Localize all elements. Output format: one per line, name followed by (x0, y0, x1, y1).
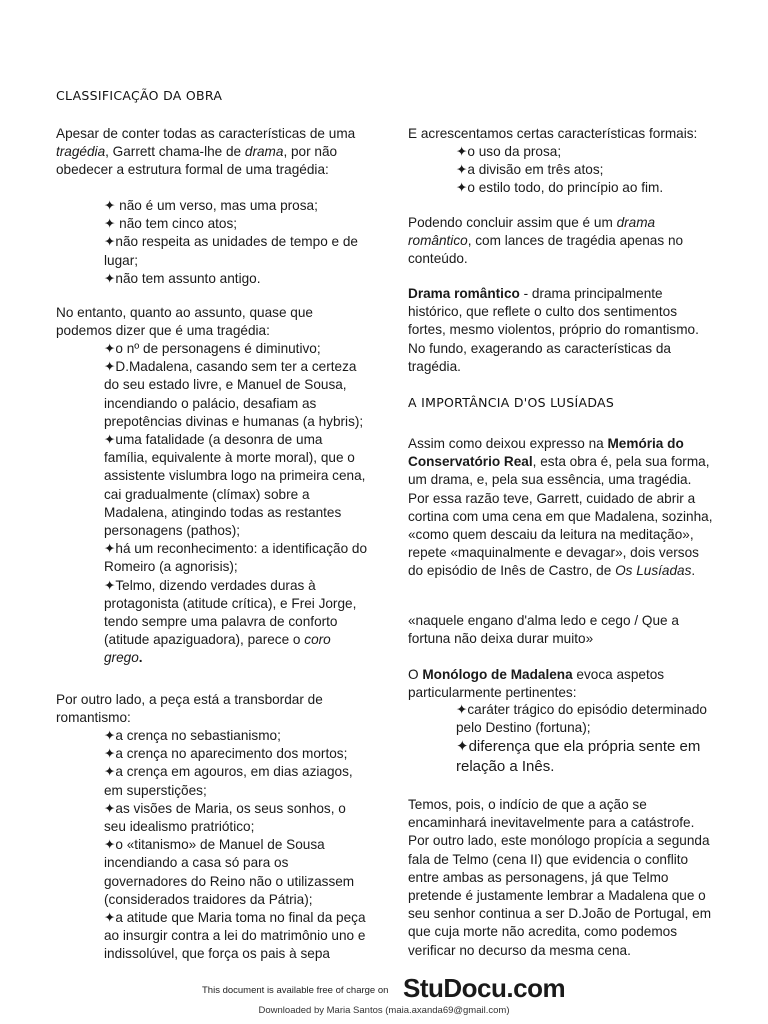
list-item: ✦Telmo, dizendo verdades duras à protagonista (atitude crítica), e Frei Jorge, tendo sempre uma palavra de conforto (atitude apaziguadora), parece o coro grego. (104, 577, 357, 666)
list-item: ✦a crença em agouros, em dias aziagos, em superstições; (104, 764, 353, 798)
paragraph-formais: E acrescentamos certas características formais: (408, 126, 698, 141)
paragraph-memoria: Assim como deixou expresso na Memória do Conservatório Real, esta obra é, pela sua forma, um drama, e, pela sua essência, uma tragédia. Por essa razão teve, Garrett, cuidado de abrir a cortina com uma cena em que Madalena, sozinha, «como quem descaiu da leitura na meditação», repete «maquinalmente e devagar», dois versos do episódio de Inês de Castro, de Os Lusíadas. (408, 436, 713, 579)
heading-lusiadas: A IMPORTÂNCIA D'OS LUSÍADAS (408, 395, 615, 410)
list-item: ✦a crença no sebastianismo; (104, 728, 281, 743)
list-item: ✦a crença no aparecimento dos mortos; (104, 746, 348, 762)
list-item: ✦diferença que ela própria sente em relação a Inês. (456, 738, 701, 776)
list-item: ✦a divisão em três atos; (456, 162, 604, 178)
heading-classificacao: CLASSIFICAÇÃO DA OBRA (56, 88, 223, 103)
list-item: ✦a atitude que Maria toma no final da peça ao insurgir contra a lei do matrimônio uno e indissolúvel, que força os pais à sepa (104, 910, 366, 962)
list-item: ✦o «titanismo» de Manuel de Sousa incendiando a casa só para os governadores do Reino não o utilizassem (considerados traidores da Pátria); (104, 837, 355, 907)
quote-paragraph: «naquele engano d'alma ledo e cego / Que a fortuna não deixa durar muito» (408, 613, 679, 647)
formal-features-list (408, 143, 716, 198)
list-item: ✦o estilo todo, do princípio ao fim. (456, 180, 664, 196)
list-item: ✦o nº de personagens é diminutivo; (104, 341, 321, 356)
tragedy-list (56, 340, 368, 668)
paragraph-conclusao: Podendo concluir assim que é um drama romântico, com lances de tragédia apenas no conteúdo. (408, 215, 684, 267)
list-item: ✦há um reconhecimento: a identificação do Romeiro (a agnorisis); (104, 541, 368, 575)
list-item: ✦ não tem cinco atos; (104, 216, 238, 232)
formal-list (56, 197, 368, 288)
list-item: ✦uma fatalidade (a desonra de uma família, equivalente à morte moral), que o assistente vislumbra logo na primeira cena, cai gradualmente (clímax) sobre a Madalena, atingindo todas as restantes personagens (pathos); (104, 432, 366, 539)
list-item: ✦D.Madalena, casando sem ter a certeza do seu estado livre, e Manuel de Sousa, incendiando o palácio, desafiam as prepotências divinas e humanas (a hybris); (104, 359, 364, 429)
studocu-logo[interactable]: StuDocu.com (403, 973, 566, 1003)
download-notice: Downloaded by Maria Santos (maia.axanda69@gmail.com) (258, 1005, 510, 1016)
paragraph-monologo: O Monólogo de Madalena evoca aspetos particularmente pertinentes: (408, 667, 665, 701)
availability-notice: This document is available free of charge on (202, 985, 389, 996)
list-item: ✦caráter trágico do episódio determinado pelo Destino (fortuna); (456, 702, 707, 736)
paragraph-romantismo: Por outro lado, a peça está a transbordar de romantismo: (56, 692, 323, 726)
paragraph-drama-romantico: Drama romântico - drama principalmente histórico, que reflete o culto dos sentimentos fortes, mesmo violentos, próprio do romantismo. No fundo, exagerando as características da tragédia. (408, 286, 699, 374)
list-item: ✦as visões de Maria, os seus sonhos, o seu idealismo pratriótico; (104, 800, 346, 835)
list-item: ✦o uso da prosa; (456, 144, 562, 159)
list-item: ✦ não é um verso, mas uma prosa; (104, 198, 318, 213)
list-item: ✦não tem assunto antigo. (104, 270, 261, 286)
monologue-list (408, 701, 716, 777)
intro-paragraph: Apesar de conter todas as características de uma tragédia, Garrett chama-lhe de drama, por não obedecer a estrutura formal de uma tragédia: (56, 126, 356, 178)
list-item: ✦não respeita as unidades de tempo e de lugar; (104, 234, 358, 268)
paragraph-no-entanto: No entanto, quanto ao assunto, quase que podemos dizer que é uma tragédia: (56, 305, 313, 339)
romantic-list (56, 727, 368, 964)
paragraph-temos-pois: Temos, pois, o indício de que a ação se encaminhará inevitavelmente para a catástrofe. Por outro lado, este monólogo propícia a segunda fala de Telmo (cena II) que evidencia o conflito entre ambas as personagens, já que Telmo pretende é justamente lembrar a Madalena que o seu senhor continua a ser D.João de Portugal, em que cuja morte não acredita, como podemos verificar no decurso da mesma cena. (408, 797, 712, 958)
